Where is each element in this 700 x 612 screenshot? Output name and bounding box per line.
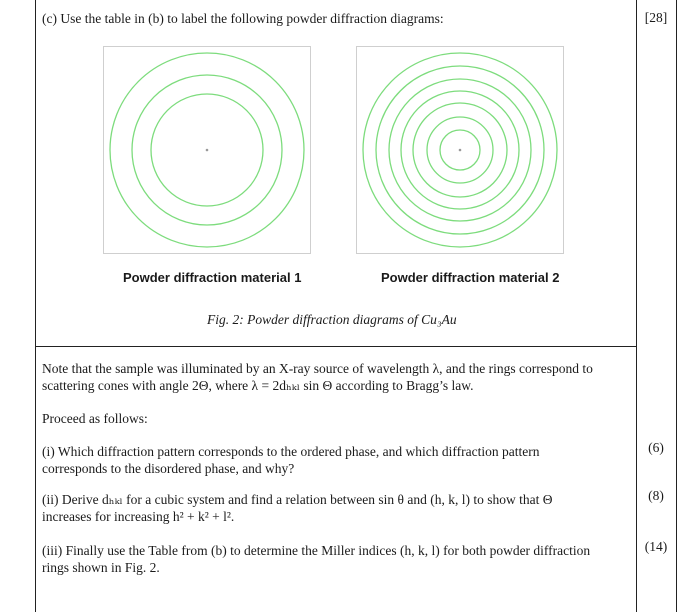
left-border (35, 0, 36, 612)
question-ii-marks: (8) (648, 488, 664, 503)
diffraction-diagram-material-1 (103, 46, 311, 254)
total-marks: [28] (644, 10, 668, 25)
question-i-line-1: (i) Which diffraction pattern corresponds to the ordered phase, and which diffraction pattern (42, 444, 540, 459)
marks-column-divider (636, 0, 637, 612)
question-iii-line-1: (iii) Finally use the Table from (b) to determine the Miller indices (h, k, l) for both powder diffraction (42, 543, 591, 558)
diffraction-diagram-material-2 (356, 46, 564, 254)
note-line-2: scattering cones with angle 2Θ, where λ = 2dₕₖₗ sin Θ according to Bragg’s law. (42, 378, 474, 393)
note-line-1: Note that the sample was illuminated by an X-ray source of wavelength λ, and the rings correspond to (42, 361, 593, 376)
question-heading: (c) Use the table in (b) to label the following powder diffraction diagrams: (42, 11, 444, 26)
question-i-marks: (6) (648, 440, 664, 455)
beam-center-dot (206, 149, 209, 152)
section-divider (35, 346, 636, 347)
material-1-label: Powder diffraction material 1 (123, 270, 302, 285)
figure-caption: Fig. 2: Powder diffraction diagrams of Cu₃Au (207, 312, 457, 327)
proceed-text: Proceed as follows: (42, 411, 148, 426)
question-i-line-2: corresponds to the disordered phase, and why? (42, 461, 295, 476)
question-ii-line-2: increases for increasing h² + k² + l². (42, 509, 235, 524)
right-border (676, 0, 677, 612)
question-ii-line-1: (ii) Derive dₕₖₗ for a cubic system and find a relation between sin θ and (h, k, l) to show that Θ (42, 492, 553, 507)
question-iii-marks: (14) (644, 539, 668, 554)
question-iii-line-2: rings shown in Fig. 2. (42, 560, 160, 575)
beam-center-dot (459, 149, 462, 152)
material-2-label: Powder diffraction material 2 (381, 270, 560, 285)
